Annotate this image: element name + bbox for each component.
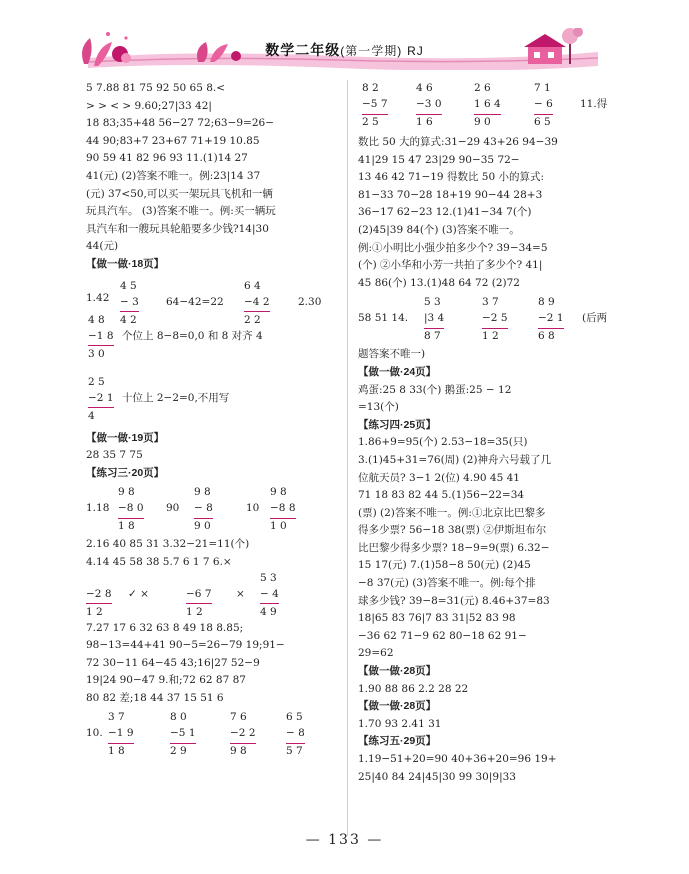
- vertical-calc-row: 1.18 9 8 −8 0 1 8 90 9 8 − 8 9 0 10 9 8 −8 8 1 0: [86, 486, 296, 533]
- answer-line: 鸡蛋:25 8 33(个) 鹅蛋:25 − 12: [358, 383, 512, 396]
- answer-line: 球多少钱? 39−8=31(元) 8.46+37=83: [358, 594, 550, 607]
- answer-line: 数比 50 大的算式:31−29 43+26 94−39: [358, 136, 558, 148]
- right-column: [358, 80, 612, 786]
- answer-line: 题答案不唯一): [358, 348, 426, 361]
- vertical-calc-row: 10. 3 7 −1 9 1 8 8 0 −5 1 2 9 7 6 −2 2 9 8 6 5 − 8 5 7: [86, 711, 305, 758]
- book-title-term: (第一学期): [340, 44, 403, 58]
- section-heading: 【做一做·28页】: [358, 700, 437, 713]
- section-heading: 【做一做·19页】: [86, 431, 165, 444]
- answer-line: 71 18 83 82 44 5.(1)56−22=34: [358, 489, 525, 502]
- answer-line: 29=62: [358, 647, 394, 660]
- answer-line: 5 7.88 81 75 92 50 65 8.<: [86, 82, 226, 94]
- answer-line: 25|40 84 24|45|30 99 30|9|33: [358, 770, 516, 783]
- column-divider: [347, 80, 348, 836]
- answer-line: 1.70 93 2.41 31: [358, 717, 442, 730]
- vertical-calc-row: 2 5 −2 1 4 十位上 2−2=0,不用写: [88, 375, 230, 422]
- answer-line: 72 30−11 64−45 43;16|27 52−9: [86, 656, 260, 669]
- book-title: [0, 40, 689, 60]
- answer-line: −8 37(元) (3)答案不唯一。例:每个排: [358, 577, 536, 590]
- calc-note: 个位上 8−8=0,0 和 8 对齐 4: [122, 329, 263, 342]
- answer-line: (元) 37<50,可以买一架玩具飞机和一辆: [86, 187, 273, 200]
- section-heading: 【练习三·20页】: [86, 466, 165, 479]
- answer-line: 19|24 90−47 9.和;72 62 87 87: [86, 674, 246, 687]
- answer-line: 15 17(元) 7.(1)58−8 50(元) (2)45: [358, 559, 531, 572]
- answer-line: 18 83;35+48 56−27 72;63−9=26−: [86, 117, 275, 130]
- cross-mark: ×: [236, 587, 245, 600]
- book-title-main: 数学二年级: [265, 42, 341, 58]
- answer-line: 28 35 7 75: [86, 449, 143, 462]
- answer-line: 1.90 88 86 2.2 28 22: [358, 682, 469, 695]
- answer-line: (个) ②小华和小芳一共拍了多少个? 41|: [358, 259, 543, 272]
- answer-line: 80 82 差;18 44 37 15 51 6: [86, 691, 224, 704]
- answer-line: 1.86+9=95(个) 2.53−18=35(只): [358, 436, 528, 449]
- answer-line: =13(个): [358, 401, 399, 414]
- section-heading: 【练习四·25页】: [358, 418, 437, 431]
- answer-line: 7.27 17 6 32 63 8 49 18 8.85;: [86, 621, 244, 634]
- vertical-calc-row: 1.42 4 5 − 3 4 2 64−42=22 6 4 −4 2 2 2 2.30: [86, 279, 322, 326]
- section-heading: 【练习五·29页】: [358, 735, 437, 748]
- answer-line: 44 90;83+7 23+67 71+19 10.85: [86, 134, 260, 147]
- answer-line: 90 59 41 82 96 93 11.(1)14 27: [86, 152, 248, 165]
- vertical-calc-row: −2 8 1 2 ✓ × −6 7 1 2 × 5 3 − 4 4 9: [86, 571, 279, 618]
- answer-line: 81−33 70−28 18+19 90−44 28+3: [358, 188, 543, 201]
- answer-line: 3.(1)45+31=76(周) (2)神舟六号载了几: [358, 453, 551, 466]
- section-heading: 【做一做·24页】: [358, 365, 437, 378]
- answer-line: 36−17 62−23 12.(1)41−34 7(个): [358, 206, 532, 219]
- answer-line: 18|65 83 76|7 83 31|52 83 98: [358, 612, 516, 625]
- answer-line: 41(元) (2)答案不唯一。例:23|14 37: [86, 169, 261, 182]
- answer-line: 44(元): [86, 240, 119, 253]
- answer-line: 比巴黎少得多少票? 18−9=9(票) 6.32−: [358, 541, 550, 554]
- calc-note: 十位上 2−2=0,不用写: [122, 391, 230, 404]
- vertical-calc-row: 58 51 14. 5 3 |3 4 8 7 3 7 −2 5 1 2 8 9 −2 1 6 8 (后两: [358, 296, 608, 343]
- check-cross-marks: ✓ ×: [128, 587, 149, 600]
- section-heading: 【做一做·18页】: [86, 257, 165, 270]
- answer-line: 得多少票? 56−18 38(票) ②伊斯坦布尔: [358, 524, 547, 537]
- vertical-calc-row: 8 2 −5 7 2 5 4 6 −3 0 1 6 2 6 1 6 4 9 0 7 1 − 6 6 5 11.得: [362, 82, 608, 128]
- left-column: [86, 80, 336, 759]
- answer-line: 13 46 42 71−19 得数比 50 小的算式:: [358, 171, 545, 184]
- answer-line: 4.14 45 58 38 5.7 6 1 7 6.×: [86, 555, 232, 568]
- answer-line: 1.19−51+20=90 40+36+20=96 19+: [358, 753, 557, 765]
- page-number: — 133 —: [305, 832, 384, 848]
- answer-line: 具汽车和一艘玩具轮船要多少钱?14|30: [86, 222, 269, 235]
- section-heading: 【做一做·28页】: [358, 665, 437, 678]
- answer-line: (票) (2)答案不唯一。例:①北京比巴黎多: [358, 506, 546, 519]
- answer-line: (2)45|39 84(个) (3)答案不唯一。: [358, 223, 520, 236]
- answer-line: 位航天员? 3−1 2(位) 4.90 45 41: [358, 471, 520, 484]
- answer-line: 2.16 40 85 31 3.32−21=11(个): [86, 538, 250, 551]
- answer-line: 45 86(个) 13.(1)48 64 72 (2)72: [358, 276, 520, 289]
- answer-line: −36 62 71−9 62 80−18 62 91−: [358, 629, 527, 642]
- answer-line: 玩具汽车。 (3)答案不唯一。例:买一辆玩: [86, 205, 276, 218]
- answer-line: 例:①小明比小强少拍多少个? 39−34=5: [358, 241, 548, 254]
- book-edition: RJ: [407, 44, 424, 58]
- answer-line: 41|29 15 47 23|29 90−35 72−: [358, 153, 520, 166]
- vertical-calc-row: 4 8 −1 8 3 0 个位上 8−8=0,0 和 8 对齐 4: [88, 313, 263, 360]
- answer-line: 98−13=44+41 90−5=26−79 19;91−: [86, 639, 285, 652]
- answer-line: > > < > 9.60;27|33 42|: [86, 99, 212, 112]
